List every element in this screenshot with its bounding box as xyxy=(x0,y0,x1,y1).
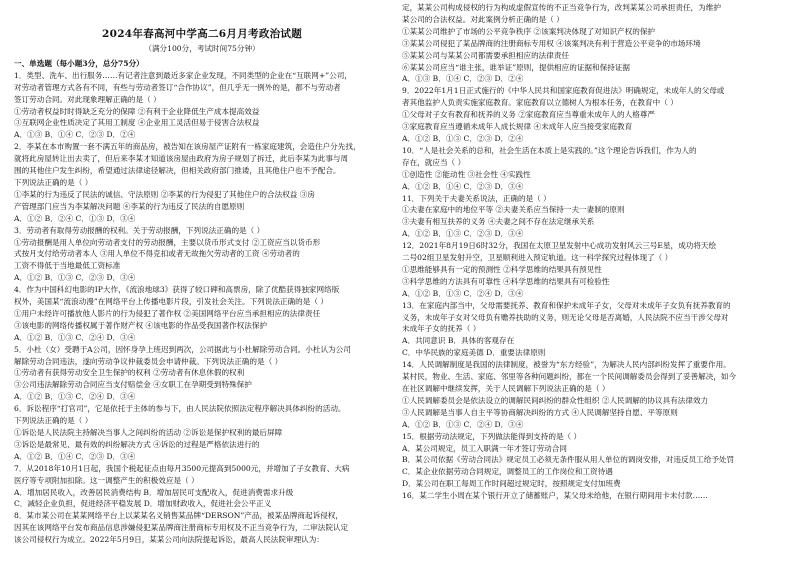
text-line: 6．诉讼程序“打官司”，它是依托于主体的参与下，由人民法院依照法定程序解决具体纠纷的活动。 xyxy=(14,404,346,414)
text-line: ⑤某某公司与某某公司都需要承担相应的法律责任 xyxy=(402,50,570,60)
text-line: 义务，未成年子女对父母负有赡养扶助的义务，则无论父母是否离婚，人民法院不应当干涉父母对 xyxy=(402,312,729,322)
text-line: C．减轻企业负担，促进经济平稳发展 D．增加财政收入，促进社会公平正义 xyxy=(14,499,272,509)
text-line: 该公司侵权行为成立。2022年5月9日，某某公司向法院提起诉讼，最高人民法院审理认为： xyxy=(14,535,324,545)
text-line: 12．2021年8月19日6时32分，我国在太原卫星发射中心成功发射风云三号E星，成功将天绘 xyxy=(402,241,717,251)
text-line: 14．人民调解制度是我国的法律制度，被誉为“东方经验”，为解决人民内部纠纷发挥了重要作用。 xyxy=(402,360,731,370)
text-line: 式按月支付给劳动者本人 ③用人单位不得克扣或者无故拖欠劳动者的工资 ④劳动者的 xyxy=(14,249,300,259)
text-line: ①李某的行为违反了民法的诚信、守法原则 ②李某的行为侵犯了其他住户的合法权益 ③房 xyxy=(14,189,315,199)
text-line: 1．类型、洗车、出行服务……有记者注意到最近多家企业发现，不同类型的企业在“互联网+”公司， xyxy=(14,70,352,80)
text-line: ①思维能够具有一定的预测性 ②科学思维的结果具有预见性 xyxy=(402,264,602,274)
text-line: ①劳动报酬是用人单位向劳动者支付的劳动报酬，主要以货币形式支付 ②工资应当以货币形 xyxy=(14,237,321,247)
text-line: ③公司违法解除劳动合同应当支付赔偿金 ④女职工在孕期受到特殊保护 xyxy=(14,380,252,390)
text-line: 工资不得低于当地最低工资标准 xyxy=(14,261,121,271)
text-line: 下列说法正确的是（ ） xyxy=(14,416,93,426)
text-line: 存在，就应当（ ） xyxy=(402,157,466,167)
exam-meta: （满分100分，考试时间75分钟） xyxy=(144,44,260,53)
text-line: A．①② B．①③ C．②④ D．③④ xyxy=(14,332,136,342)
text-line: ③夫妻有相互扶养的义务 ④夫妻之间不存在法定继承关系 xyxy=(402,217,595,227)
text-line: ③诉讼是最常见、最有效的纠纷解决方式 ④诉讼的过程是严格依法进行的 xyxy=(14,439,260,449)
text-line: 解除劳动合同违法，遂向劳动争议仲裁委员会申请仲裁。下列说法正确的是（ ） xyxy=(14,356,283,366)
text-line: 9．2022年1月1日正式施行的《中华人民共和国家庭教育促进法》明确规定，未成年人的父母或 xyxy=(402,86,725,96)
text-line: ⑥某某公司应当“谁主张，谁举证”原则，提供相应的证据和保持证据 xyxy=(402,62,630,72)
text-line: A．①② B．①③ C．②③ D．③④ xyxy=(402,229,524,239)
text-line: A．①② B．①③ C．②④ D．③④ xyxy=(402,419,524,429)
text-line: 二号02组卫星发射升空，卫星顺利进入预定轨道。这一科学探究过程体现了（ ） xyxy=(402,253,673,263)
text-line: 产管理部门应当为李某解决问题 ④李某的行为违反了民法的自愿原则 xyxy=(14,201,245,211)
text-line: 定，某某公司构成侵权的行为构成虚假宣传的不正当竞争行为，改判某某公司承担责任，为维护 xyxy=(402,3,721,12)
text-line: 11．下列关于夫妻关系说法，正确的是（ ） xyxy=(402,193,551,203)
text-line: 16．某二学生小周在某个银行开立了储蓄账户，某父母未给他，在银行期间用卡未付款…… xyxy=(402,491,708,501)
text-line: D．某公司在职工每周工作时间超过规定时，按照规定支付加班费 xyxy=(402,479,621,489)
text-line: ①夫妻在家庭中的地位平等 ②夫妻关系应当保持一夫一妻制的原则 xyxy=(402,205,625,215)
left-question-text xyxy=(14,70,390,546)
text-line: 13．在家庭内部当中，父母需要抚养、教育和保护未成年子女，父母对未成年子女负有抚养教育的 xyxy=(402,300,731,310)
text-line: C．某企业依据劳动合同规定，调整员工的工作岗位和工资待遇 xyxy=(402,467,613,477)
text-line: 者其他监护人负责实施家庭教育。家庭教育以立德树人为根本任务，在教育中（ ） xyxy=(402,98,678,108)
text-line: ③某某公司侵犯了某品牌商的注册商标专用权 ④该案判决有利于营造公平竞争的市场环境 xyxy=(402,38,701,48)
text-line: A．①② B．①③ C．②③ D．②④ xyxy=(402,133,524,143)
text-line: 下列说法正确的是（ ） xyxy=(14,177,93,187)
text-line: 7．从2018年10月1日起，我国个税起征点由每月3500元提高到5000元，并增加了子女教育、大病 xyxy=(14,463,350,473)
text-line: ③家庭教育应当遵循未成年人成长规律 ④未成年人应当接受家庭教育 xyxy=(402,122,633,132)
text-line: ①人民调解委员会是依法设立的调解民间纠纷的群众性组织 ②人民调解的协议具有法律效力 xyxy=(402,395,709,405)
text-line: 3．劳动者有取得劳动报酬的权利。关于劳动报酬，下列说法正确的是（ ） xyxy=(14,225,265,235)
text-line: A．①② B．①④ C．②③ D．③④ xyxy=(14,451,136,461)
text-line: A．某公司规定，员工入职满一年才签订劳动合同 xyxy=(402,443,567,453)
text-line: ①劳动者权益时时得缺乏充分的保障 ②有利于企业降低生产成本提高效益 xyxy=(14,106,260,116)
text-line: 因其在该网络平台发布商品信息涉嫌侵犯某品牌商注册商标专用权及不正当竞争行为，二审法院认定 xyxy=(14,523,349,533)
text-line: A．共同意识 B．具体的客观存在 xyxy=(402,336,515,346)
text-line: A．①③ B．①④ C．②③ D．②④ xyxy=(402,74,524,84)
text-line: ①某某公司维护了市场的公平竞争秩序 ②该案判决体现了对知识产权的保护 xyxy=(402,26,656,36)
document-title: 2024年春高河中学高二6月月考政治试题 xyxy=(101,28,303,40)
text-line: ①创造性 ②能动性 ③社会性 ④实践性 xyxy=(402,169,531,179)
text-line: A．①② B．①③ C．②④ D．③④ xyxy=(14,392,136,402)
text-line: A．①③ B．①④ C．②③ D．②④ xyxy=(14,130,136,140)
right-question-text xyxy=(402,2,780,502)
text-line: ①诉讼是人民法院主持解决当事人之间纠纷的活动 ②诉讼是保护权利的最后屏障 xyxy=(14,428,283,437)
text-line: 8．某市某公司在某某网络平台上以某某名义销售某品牌“DERSON”产品，被某品牌商起诉侵权， xyxy=(14,511,343,521)
text-line: ③该电影的网络传播权属于著作财产权 ④该电影的作品受我国著作权法保护 xyxy=(14,320,268,330)
text-line: ①父母对子女有教育和抚养的义务 ②家庭教育应当尊重未成年人的人格尊严 xyxy=(402,110,656,120)
text-line: C．中华民族的家庭美德 D．重要法律原则 xyxy=(402,348,546,358)
right-column xyxy=(402,2,780,562)
text-line: 签订劳动合同。对此现象理解正确的是（ ） xyxy=(14,94,161,104)
text-line: ①劳动者有获得劳动安全卫生保护的权利 ②劳动者有休息休假的权利 xyxy=(14,368,245,378)
text-line: A．①② B．①③ C．②④ D．③④ xyxy=(402,288,524,298)
text-line: A．①② B．①③ C．②③ D．③④ xyxy=(14,273,136,283)
text-line: 某公司的合法权益。对此案例分析正确的是（ ） xyxy=(402,14,564,24)
text-line: A．①② B．②④ C．①③ D．③④ xyxy=(14,213,136,223)
text-line: 10．“人是社会关系的总和，社会生活在本质上是实践的。”这个理论告诉我们，作为人的 xyxy=(402,145,697,155)
text-line: 在社区调解中继续发挥，关于人民调解下列说法正确的是（ ） xyxy=(402,384,610,393)
text-line: 医疗等专项附加扣除。这一调整产生的积极效应是（ ） xyxy=(14,475,199,485)
text-line: 5．小杜（女）受聘于A公司，因怀身孕上班迟到两次，公司据此与小杜解除劳动合同。小杜认为公司 xyxy=(14,344,351,354)
text-line: ③互联网企业性质决定了其用工制度 ④企业用工灵活但易于侵害合法权益 xyxy=(14,118,260,128)
text-line: 围的其他住户发生纠纷，希望通过法律途径解决，但相关政府部门推诿，且其他住户也不予配合。 xyxy=(14,166,341,176)
text-line: A．增加居民收入，改善居民消费结构 B．增加居民可支配收入，促进消费需求升级 xyxy=(14,487,294,497)
section-heading: 一、单选题（每小题3分，总分75分） xyxy=(14,58,144,68)
text-line: 15．根据劳动法规定，下列做法能得到支持的是（ ） xyxy=(402,431,582,441)
text-line: ③科学思维的方法具有可靠性 ④科学思维的结果具有可检验性 xyxy=(402,276,610,286)
text-line: A．①② B．①④ C．②③ D．③④ xyxy=(402,181,524,191)
text-line: 未成年子女的抚养（ ） xyxy=(402,324,481,334)
text-line: 权外，美国某“流浪动漫”在网络平台上传播电影片段，引发社会关注。下列说法正确的是（ ） xyxy=(14,297,328,307)
text-line: 某村民，物业、生活、家庭、邻里等各种问题纠纷，都在一个民间调解委员会得到了妥善解决，如今 xyxy=(402,372,737,382)
text-line: 2．李某在本市购置一套不满五年的商品房，被告知在该房屋产证附有一栋家庭建筑，会造住户分先找， xyxy=(14,142,361,152)
left-column xyxy=(14,0,390,560)
text-line: 4．作为中国科幻电影的IP大作，《流浪地球3》获得了较口碑和高票房，除了优酷获得独家网络版 xyxy=(14,285,340,295)
text-line: 就将此房屋转让出去卖了，但后来李某才知道该房屋由政府为房子规划了拆迁，此后李某为此事与周 xyxy=(14,154,349,164)
text-line: ③人民调解是当事人自主平等协商解决纠纷的方式 ④人民调解坚持自愿、平等原则 xyxy=(402,407,678,417)
text-line: ①用户未经许可播放他人影片的行为侵犯了著作权 ②美国网络平台应当承担相应的法律责任 xyxy=(14,308,321,318)
text-line: 对劳动者管理方式各有不同，有些与劳动者签订“合作协议”，但几乎无一例外的是，都不与劳动者 xyxy=(14,82,341,92)
text-line: B．某公司依据《劳动合同法》规定员工必须无条件服从用人单位的调岗安排，对违反员工给予处罚 xyxy=(402,455,735,465)
